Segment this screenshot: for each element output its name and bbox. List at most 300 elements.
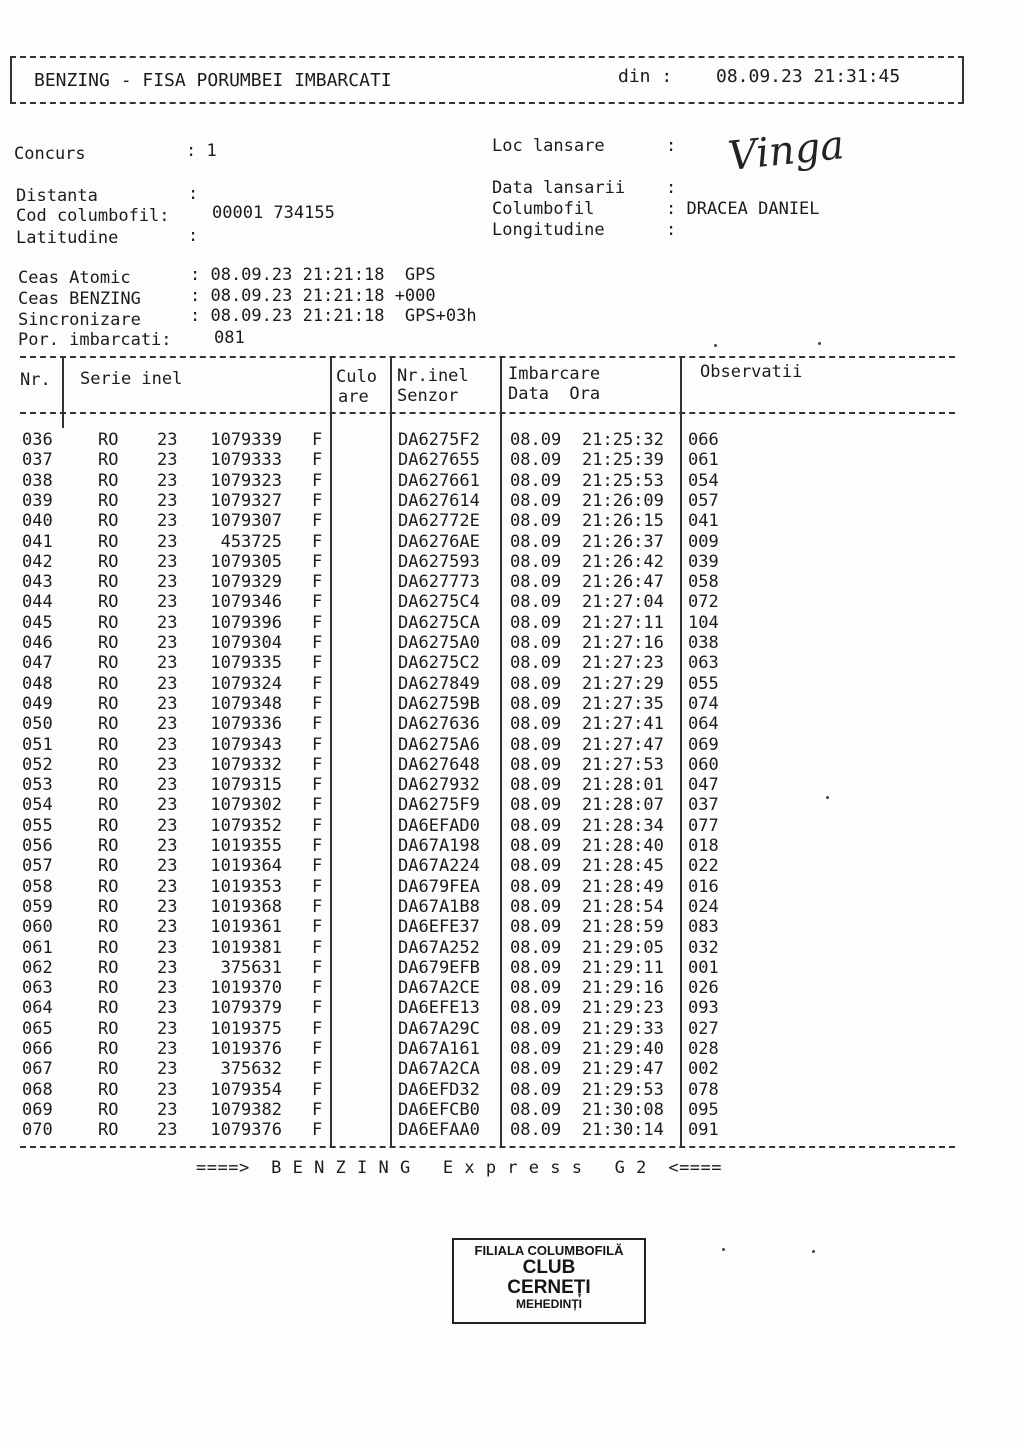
table-row (20, 1019, 955, 1039)
row-observation: 063 (688, 653, 719, 674)
row-time: 21:26:42 (582, 551, 664, 572)
row-year: 23 (157, 998, 178, 1019)
row-nr: 043 (22, 572, 53, 593)
row-time: 21:28:07 (582, 795, 664, 816)
row-date: 08.09 (510, 490, 562, 511)
row-ring-number: 1079323 (210, 470, 282, 491)
row-sensor: DA67A198 (398, 836, 480, 856)
row-year: 23 (157, 633, 178, 653)
row-date: 08.09 (510, 633, 562, 653)
table-row (20, 1100, 955, 1120)
row-time: 21:27:04 (582, 592, 664, 613)
row-sensor: DA6275C4 (398, 592, 480, 613)
row-year: 23 (157, 937, 178, 958)
row-date: 08.09 (510, 998, 562, 1019)
row-ring-number: 1079396 (210, 612, 282, 633)
row-date: 08.09 (510, 1039, 562, 1059)
row-ring-number: 1079376 (210, 1120, 282, 1141)
table-row (20, 714, 955, 734)
row-sensor: DA67A161 (398, 1039, 480, 1059)
row-sensor: DA6EFAA0 (398, 1120, 480, 1141)
row-country: RO (98, 734, 119, 755)
row-date: 08.09 (510, 450, 562, 471)
longitudine-label: Longitudine (492, 220, 605, 240)
row-country: RO (98, 1099, 119, 1120)
row-date: 08.09 (510, 917, 562, 938)
row-year: 23 (157, 470, 178, 491)
row-sensor: DA6EFE13 (398, 998, 480, 1019)
row-year: 23 (157, 1039, 178, 1059)
row-sensor: DA62759B (398, 693, 480, 714)
table-row (20, 755, 955, 775)
header-culoare-2: are (338, 387, 369, 407)
row-date: 08.09 (510, 653, 562, 674)
row-date: 08.09 (510, 836, 562, 856)
concurs-value: : 1 (186, 141, 217, 161)
row-time: 21:28:54 (582, 896, 664, 917)
loc-lansare-label: Loc lansare (492, 136, 605, 156)
row-observation: 069 (688, 734, 719, 755)
row-year: 23 (157, 653, 178, 674)
row-observation: 057 (688, 490, 719, 511)
row-date: 08.09 (510, 1120, 562, 1141)
row-sex: F (312, 1059, 323, 1080)
row-date: 08.09 (510, 896, 562, 917)
row-country: RO (98, 1079, 119, 1100)
row-country: RO (98, 653, 119, 674)
row-sensor: DA679FEA (398, 876, 480, 897)
row-country: RO (98, 937, 119, 958)
row-date: 08.09 (510, 978, 562, 999)
row-observation: 093 (688, 998, 719, 1019)
row-nr: 036 (22, 430, 53, 450)
concurs-label: Concurs (14, 144, 86, 164)
row-year: 23 (157, 430, 178, 450)
row-date: 08.09 (510, 856, 562, 877)
ceas-atomic-value: : 08.09.23 21:21:18 GPS (190, 265, 436, 285)
table-row (20, 674, 955, 694)
row-country: RO (98, 572, 119, 593)
ceas-benzing-value: : 08.09.23 21:21:18 +000 (190, 286, 436, 306)
row-year: 23 (157, 592, 178, 613)
row-time: 21:26:09 (582, 490, 664, 511)
row-year: 23 (157, 531, 178, 552)
row-year: 23 (157, 1120, 178, 1141)
header-serie-inel: Serie inel (80, 369, 183, 389)
columbofil-value: : DRACEA DANIEL (666, 199, 820, 219)
row-nr: 054 (22, 795, 53, 816)
loc-lansare-handwritten: Vinga (725, 122, 847, 180)
row-nr: 070 (22, 1120, 53, 1141)
row-sex: F (312, 430, 323, 450)
row-country: RO (98, 612, 119, 633)
table-row (20, 552, 955, 572)
row-date: 08.09 (510, 470, 562, 491)
table-row (20, 1120, 955, 1140)
row-sensor: DA6275F9 (398, 795, 480, 816)
row-ring-number: 1019368 (210, 896, 282, 917)
row-year: 23 (157, 978, 178, 999)
row-country: RO (98, 531, 119, 552)
header-box (10, 56, 964, 104)
header-senzor-1: Nr.inel (397, 366, 469, 386)
row-nr: 060 (22, 917, 53, 938)
row-country: RO (98, 815, 119, 836)
speck (722, 1248, 725, 1251)
row-date: 08.09 (510, 1079, 562, 1100)
row-sensor: DA6EFD32 (398, 1079, 480, 1100)
row-observation: 001 (688, 957, 719, 978)
row-year: 23 (157, 1079, 178, 1100)
row-year: 23 (157, 572, 178, 593)
col-divider-nr (62, 356, 64, 428)
row-ring-number: 1019353 (210, 876, 282, 897)
row-year: 23 (157, 876, 178, 897)
row-country: RO (98, 978, 119, 999)
row-nr: 059 (22, 896, 53, 917)
row-country: RO (98, 1018, 119, 1039)
row-nr: 048 (22, 673, 53, 694)
row-observation: 037 (688, 795, 719, 816)
row-time: 21:28:40 (582, 836, 664, 856)
row-ring-number: 375632 (220, 1059, 282, 1080)
row-time: 21:29:16 (582, 978, 664, 999)
sincronizare-value: : 08.09.23 21:21:18 GPS+03h (190, 306, 477, 326)
table-row (20, 572, 955, 592)
data-lansarii-label: Data lansarii (492, 178, 626, 198)
row-sensor: DA627661 (398, 470, 480, 491)
row-ring-number: 1079339 (210, 430, 282, 450)
row-sex: F (312, 856, 323, 877)
row-nr: 056 (22, 836, 53, 856)
row-date: 08.09 (510, 592, 562, 613)
row-year: 23 (157, 734, 178, 755)
row-time: 21:29:53 (582, 1079, 664, 1100)
row-sex: F (312, 572, 323, 593)
row-observation: 028 (688, 1039, 719, 1059)
row-time: 21:29:47 (582, 1059, 664, 1080)
row-nr: 042 (22, 551, 53, 572)
row-nr: 040 (22, 511, 53, 532)
row-sensor: DA627932 (398, 775, 480, 796)
row-sensor: DA679EFB (398, 957, 480, 978)
row-year: 23 (157, 1018, 178, 1039)
table-row (20, 836, 955, 856)
row-country: RO (98, 470, 119, 491)
row-date: 08.09 (510, 430, 562, 450)
row-country: RO (98, 714, 119, 735)
speck (818, 342, 821, 345)
table-row (20, 471, 955, 491)
row-time: 21:28:45 (582, 856, 664, 877)
header-culoare-1: Culo (336, 367, 377, 387)
row-year: 23 (157, 511, 178, 532)
row-year: 23 (157, 490, 178, 511)
cod-columbofil-label: Cod columbofil: (16, 206, 170, 226)
row-sex: F (312, 531, 323, 552)
row-ring-number: 1079305 (210, 551, 282, 572)
row-sex: F (312, 1018, 323, 1039)
row-country: RO (98, 490, 119, 511)
row-year: 23 (157, 551, 178, 572)
table-row (20, 511, 955, 531)
row-country: RO (98, 673, 119, 694)
row-nr: 062 (22, 957, 53, 978)
row-sex: F (312, 1099, 323, 1120)
row-country: RO (98, 592, 119, 613)
row-country: RO (98, 998, 119, 1019)
row-nr: 067 (22, 1059, 53, 1080)
club-stamp (452, 1238, 646, 1324)
row-observation: 026 (688, 978, 719, 999)
row-time: 21:26:15 (582, 511, 664, 532)
row-date: 08.09 (510, 1059, 562, 1080)
row-sensor: DA627648 (398, 754, 480, 775)
row-time: 21:30:14 (582, 1120, 664, 1141)
row-country: RO (98, 1120, 119, 1141)
row-nr: 045 (22, 612, 53, 633)
distanta-sep: : (188, 184, 199, 204)
row-time: 21:28:01 (582, 775, 664, 796)
stamp-line-1: FILIALA COLUMBOFILĂ (474, 1243, 624, 1258)
row-country: RO (98, 836, 119, 856)
row-country: RO (98, 896, 119, 917)
row-ring-number: 1079336 (210, 714, 282, 735)
table-row (20, 938, 955, 958)
row-time: 21:25:53 (582, 470, 664, 491)
row-observation: 002 (688, 1059, 719, 1080)
row-sensor: DA62772E (398, 511, 480, 532)
row-nr: 063 (22, 978, 53, 999)
row-sensor: DA6EFCB0 (398, 1099, 480, 1120)
header-datetime: 08.09.23 21:31:45 (716, 66, 901, 87)
row-ring-number: 1019376 (210, 1039, 282, 1059)
row-sensor: DA6275CA (398, 612, 480, 633)
row-sensor: DA6275C2 (398, 653, 480, 674)
row-ring-number: 375631 (220, 957, 282, 978)
row-nr: 064 (22, 998, 53, 1019)
footer-benzing-express: ====> B E N Z I N G E x p r e s s G 2 <==== (196, 1158, 723, 1178)
row-country: RO (98, 450, 119, 471)
row-country: RO (98, 876, 119, 897)
row-year: 23 (157, 836, 178, 856)
row-year: 23 (157, 815, 178, 836)
row-year: 23 (157, 1059, 178, 1080)
row-sensor: DA6275A6 (398, 734, 480, 755)
row-sensor: DA6275A0 (398, 633, 480, 653)
row-sensor: DA6EFAD0 (398, 815, 480, 836)
row-sex: F (312, 592, 323, 613)
row-sensor: DA627614 (398, 490, 480, 511)
row-ring-number: 1079332 (210, 754, 282, 775)
row-ring-number: 1079348 (210, 693, 282, 714)
table-row (20, 491, 955, 511)
header-imbarcare-1: Imbarcare (508, 364, 601, 384)
row-year: 23 (157, 917, 178, 938)
table-row (20, 877, 955, 897)
row-ring-number: 1079327 (210, 490, 282, 511)
row-observation: 064 (688, 714, 719, 735)
row-time: 21:27:41 (582, 714, 664, 735)
loc-lansare-sep: : (666, 136, 677, 156)
row-time: 21:29:05 (582, 937, 664, 958)
latitudine-sep: : (188, 226, 199, 246)
row-sex: F (312, 937, 323, 958)
row-observation: 055 (688, 673, 719, 694)
row-observation: 024 (688, 896, 719, 917)
row-date: 08.09 (510, 734, 562, 755)
speck (714, 344, 717, 347)
row-observation: 009 (688, 531, 719, 552)
row-sex: F (312, 450, 323, 471)
row-observation: 072 (688, 592, 719, 613)
row-time: 21:25:39 (582, 450, 664, 471)
row-nr: 065 (22, 1018, 53, 1039)
row-nr: 047 (22, 653, 53, 674)
row-nr: 037 (22, 450, 53, 471)
row-nr: 057 (22, 856, 53, 877)
row-nr: 041 (22, 531, 53, 552)
latitudine-label: Latitudine (16, 228, 119, 248)
row-sex: F (312, 673, 323, 694)
row-sex: F (312, 998, 323, 1019)
row-observation: 018 (688, 836, 719, 856)
row-observation: 022 (688, 856, 719, 877)
row-ring-number: 1019375 (210, 1018, 282, 1039)
row-ring-number: 1019370 (210, 978, 282, 999)
table-row (20, 1080, 955, 1100)
row-sensor: DA67A29C (398, 1018, 480, 1039)
row-time: 21:28:34 (582, 815, 664, 836)
row-date: 08.09 (510, 693, 562, 714)
row-observation: 041 (688, 511, 719, 532)
row-sex: F (312, 896, 323, 917)
row-sex: F (312, 633, 323, 653)
row-time: 21:27:23 (582, 653, 664, 674)
row-year: 23 (157, 795, 178, 816)
row-sex: F (312, 470, 323, 491)
table-row (20, 1059, 955, 1079)
row-nr: 052 (22, 754, 53, 775)
row-sensor: DA627655 (398, 450, 480, 471)
row-time: 21:27:35 (582, 693, 664, 714)
row-sensor: DA627849 (398, 673, 480, 694)
row-observation: 066 (688, 430, 719, 450)
row-nr: 069 (22, 1099, 53, 1120)
row-ring-number: 1079346 (210, 592, 282, 613)
row-sensor: DA627593 (398, 551, 480, 572)
row-nr: 044 (22, 592, 53, 613)
row-nr: 053 (22, 775, 53, 796)
row-date: 08.09 (510, 1099, 562, 1120)
row-observation: 077 (688, 815, 719, 836)
row-ring-number: 1019364 (210, 856, 282, 877)
row-ring-number: 1079307 (210, 511, 282, 532)
row-date: 08.09 (510, 937, 562, 958)
row-sex: F (312, 978, 323, 999)
row-sensor: DA67A2CE (398, 978, 480, 999)
row-sensor: DA627773 (398, 572, 480, 593)
row-observation: 083 (688, 917, 719, 938)
table-row (20, 795, 955, 815)
row-nr: 055 (22, 815, 53, 836)
row-year: 23 (157, 450, 178, 471)
row-sensor: DA6275F2 (398, 430, 480, 450)
row-observation: 104 (688, 612, 719, 633)
row-nr: 038 (22, 470, 53, 491)
table-row (20, 450, 955, 470)
row-time: 21:27:29 (582, 673, 664, 694)
table-row (20, 1039, 955, 1059)
table-row (20, 653, 955, 673)
row-ring-number: 1079333 (210, 450, 282, 471)
table-row (20, 978, 955, 998)
row-date: 08.09 (510, 815, 562, 836)
row-year: 23 (157, 673, 178, 694)
row-ring-number: 1079335 (210, 653, 282, 674)
row-observation: 078 (688, 1079, 719, 1100)
row-nr: 061 (22, 937, 53, 958)
row-ring-number: 1079315 (210, 775, 282, 796)
row-date: 08.09 (510, 673, 562, 694)
row-date: 08.09 (510, 714, 562, 735)
speck (826, 796, 829, 799)
table-row (20, 917, 955, 937)
row-ring-number: 1019355 (210, 836, 282, 856)
row-ring-number: 1079304 (210, 633, 282, 653)
row-country: RO (98, 693, 119, 714)
row-observation: 061 (688, 450, 719, 471)
row-observation: 016 (688, 876, 719, 897)
row-date: 08.09 (510, 795, 562, 816)
row-date: 08.09 (510, 612, 562, 633)
row-time: 21:30:08 (582, 1099, 664, 1120)
header-din-label: din : (618, 66, 673, 87)
row-sex: F (312, 653, 323, 674)
row-sex: F (312, 551, 323, 572)
row-country: RO (98, 917, 119, 938)
table-row (20, 430, 955, 450)
row-observation: 054 (688, 470, 719, 491)
row-date: 08.09 (510, 551, 562, 572)
row-year: 23 (157, 714, 178, 735)
row-country: RO (98, 856, 119, 877)
row-sex: F (312, 490, 323, 511)
row-sex: F (312, 754, 323, 775)
row-time: 21:26:37 (582, 531, 664, 552)
row-ring-number: 1019361 (210, 917, 282, 938)
row-sex: F (312, 795, 323, 816)
row-sex: F (312, 1120, 323, 1141)
table-row (20, 592, 955, 612)
row-sex: F (312, 734, 323, 755)
row-ring-number: 1079379 (210, 998, 282, 1019)
cod-columbofil-value: 00001 734155 (212, 203, 335, 223)
document-title: BENZING - FISA PORUMBEI IMBARCATI (34, 70, 392, 91)
row-sex: F (312, 957, 323, 978)
distanta-label: Distanta (16, 186, 98, 206)
row-nr: 051 (22, 734, 53, 755)
row-country: RO (98, 1039, 119, 1059)
row-observation: 091 (688, 1120, 719, 1141)
header-nr: Nr. (20, 370, 51, 390)
row-observation: 058 (688, 572, 719, 593)
row-ring-number: 1079382 (210, 1099, 282, 1120)
row-ring-number: 1079343 (210, 734, 282, 755)
row-sex: F (312, 693, 323, 714)
row-year: 23 (157, 896, 178, 917)
row-nr: 050 (22, 714, 53, 735)
